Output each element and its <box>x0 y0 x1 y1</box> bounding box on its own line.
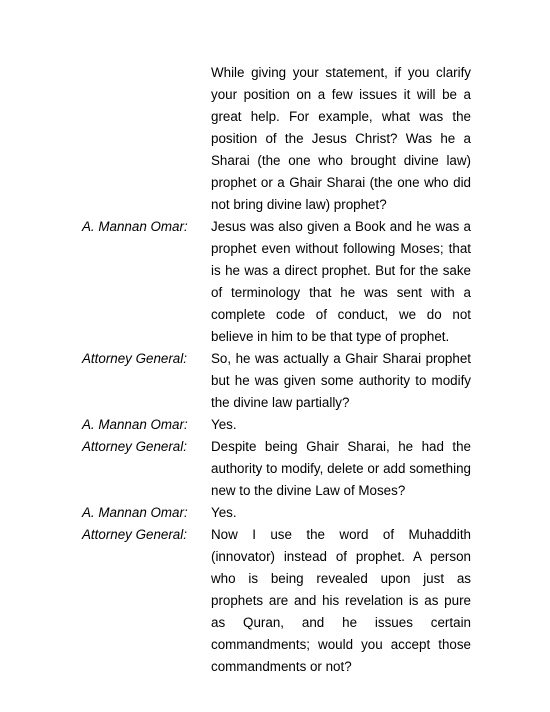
speaker-label: A. Mannan Omar: <box>82 219 188 234</box>
transcript-entry <box>82 62 472 216</box>
transcript-entry <box>82 414 472 436</box>
speaker-label: Attorney General: <box>82 439 187 454</box>
transcript-entry <box>82 436 472 502</box>
speech-text: Yes. <box>211 417 237 432</box>
speech-text: Now I use the word of Muhaddith (innovator) instead of prophet. A person who is being revealed upon just as prophets are and his revelation is as pure as Quran, and he issues certain commandments; would you accept those commandments or not? <box>211 527 471 674</box>
speech-text: Despite being Ghair Sharai, he had the authority to modify, delete or add something new to the divine Law of Moses? <box>211 439 471 498</box>
transcript-entry <box>82 348 472 414</box>
speech-text: So, he was actually a Ghair Sharai prophet but he was given some authority to modify the divine law partially? <box>211 351 471 410</box>
speaker-label: A. Mannan Omar: <box>82 417 188 432</box>
transcript-entry <box>82 502 472 524</box>
speech-text: Yes. <box>211 505 237 520</box>
speaker-label: Attorney General: <box>82 351 187 366</box>
speech-text: While giving your statement, if you clarify your position on a few issues it will be a great help. For example, what was the position of the Jesus Christ? Was he a Sharai (the one who brought divine law) prophet or a Ghair Sharai (the one who did not bring divine law) prophet? <box>211 65 471 212</box>
speaker-label: A. Mannan Omar: <box>82 505 188 520</box>
speaker-label: Attorney General: <box>82 527 187 542</box>
speech-text: Jesus was also given a Book and he was a prophet even without following Moses; that is he was a direct prophet. But for the sake of terminology that he was sent with a complete code of conduct, we do not believe in him to be that type of prophet. <box>211 219 471 344</box>
transcript-entry <box>82 524 472 678</box>
transcript <box>82 62 472 678</box>
transcript-entry <box>82 216 472 348</box>
